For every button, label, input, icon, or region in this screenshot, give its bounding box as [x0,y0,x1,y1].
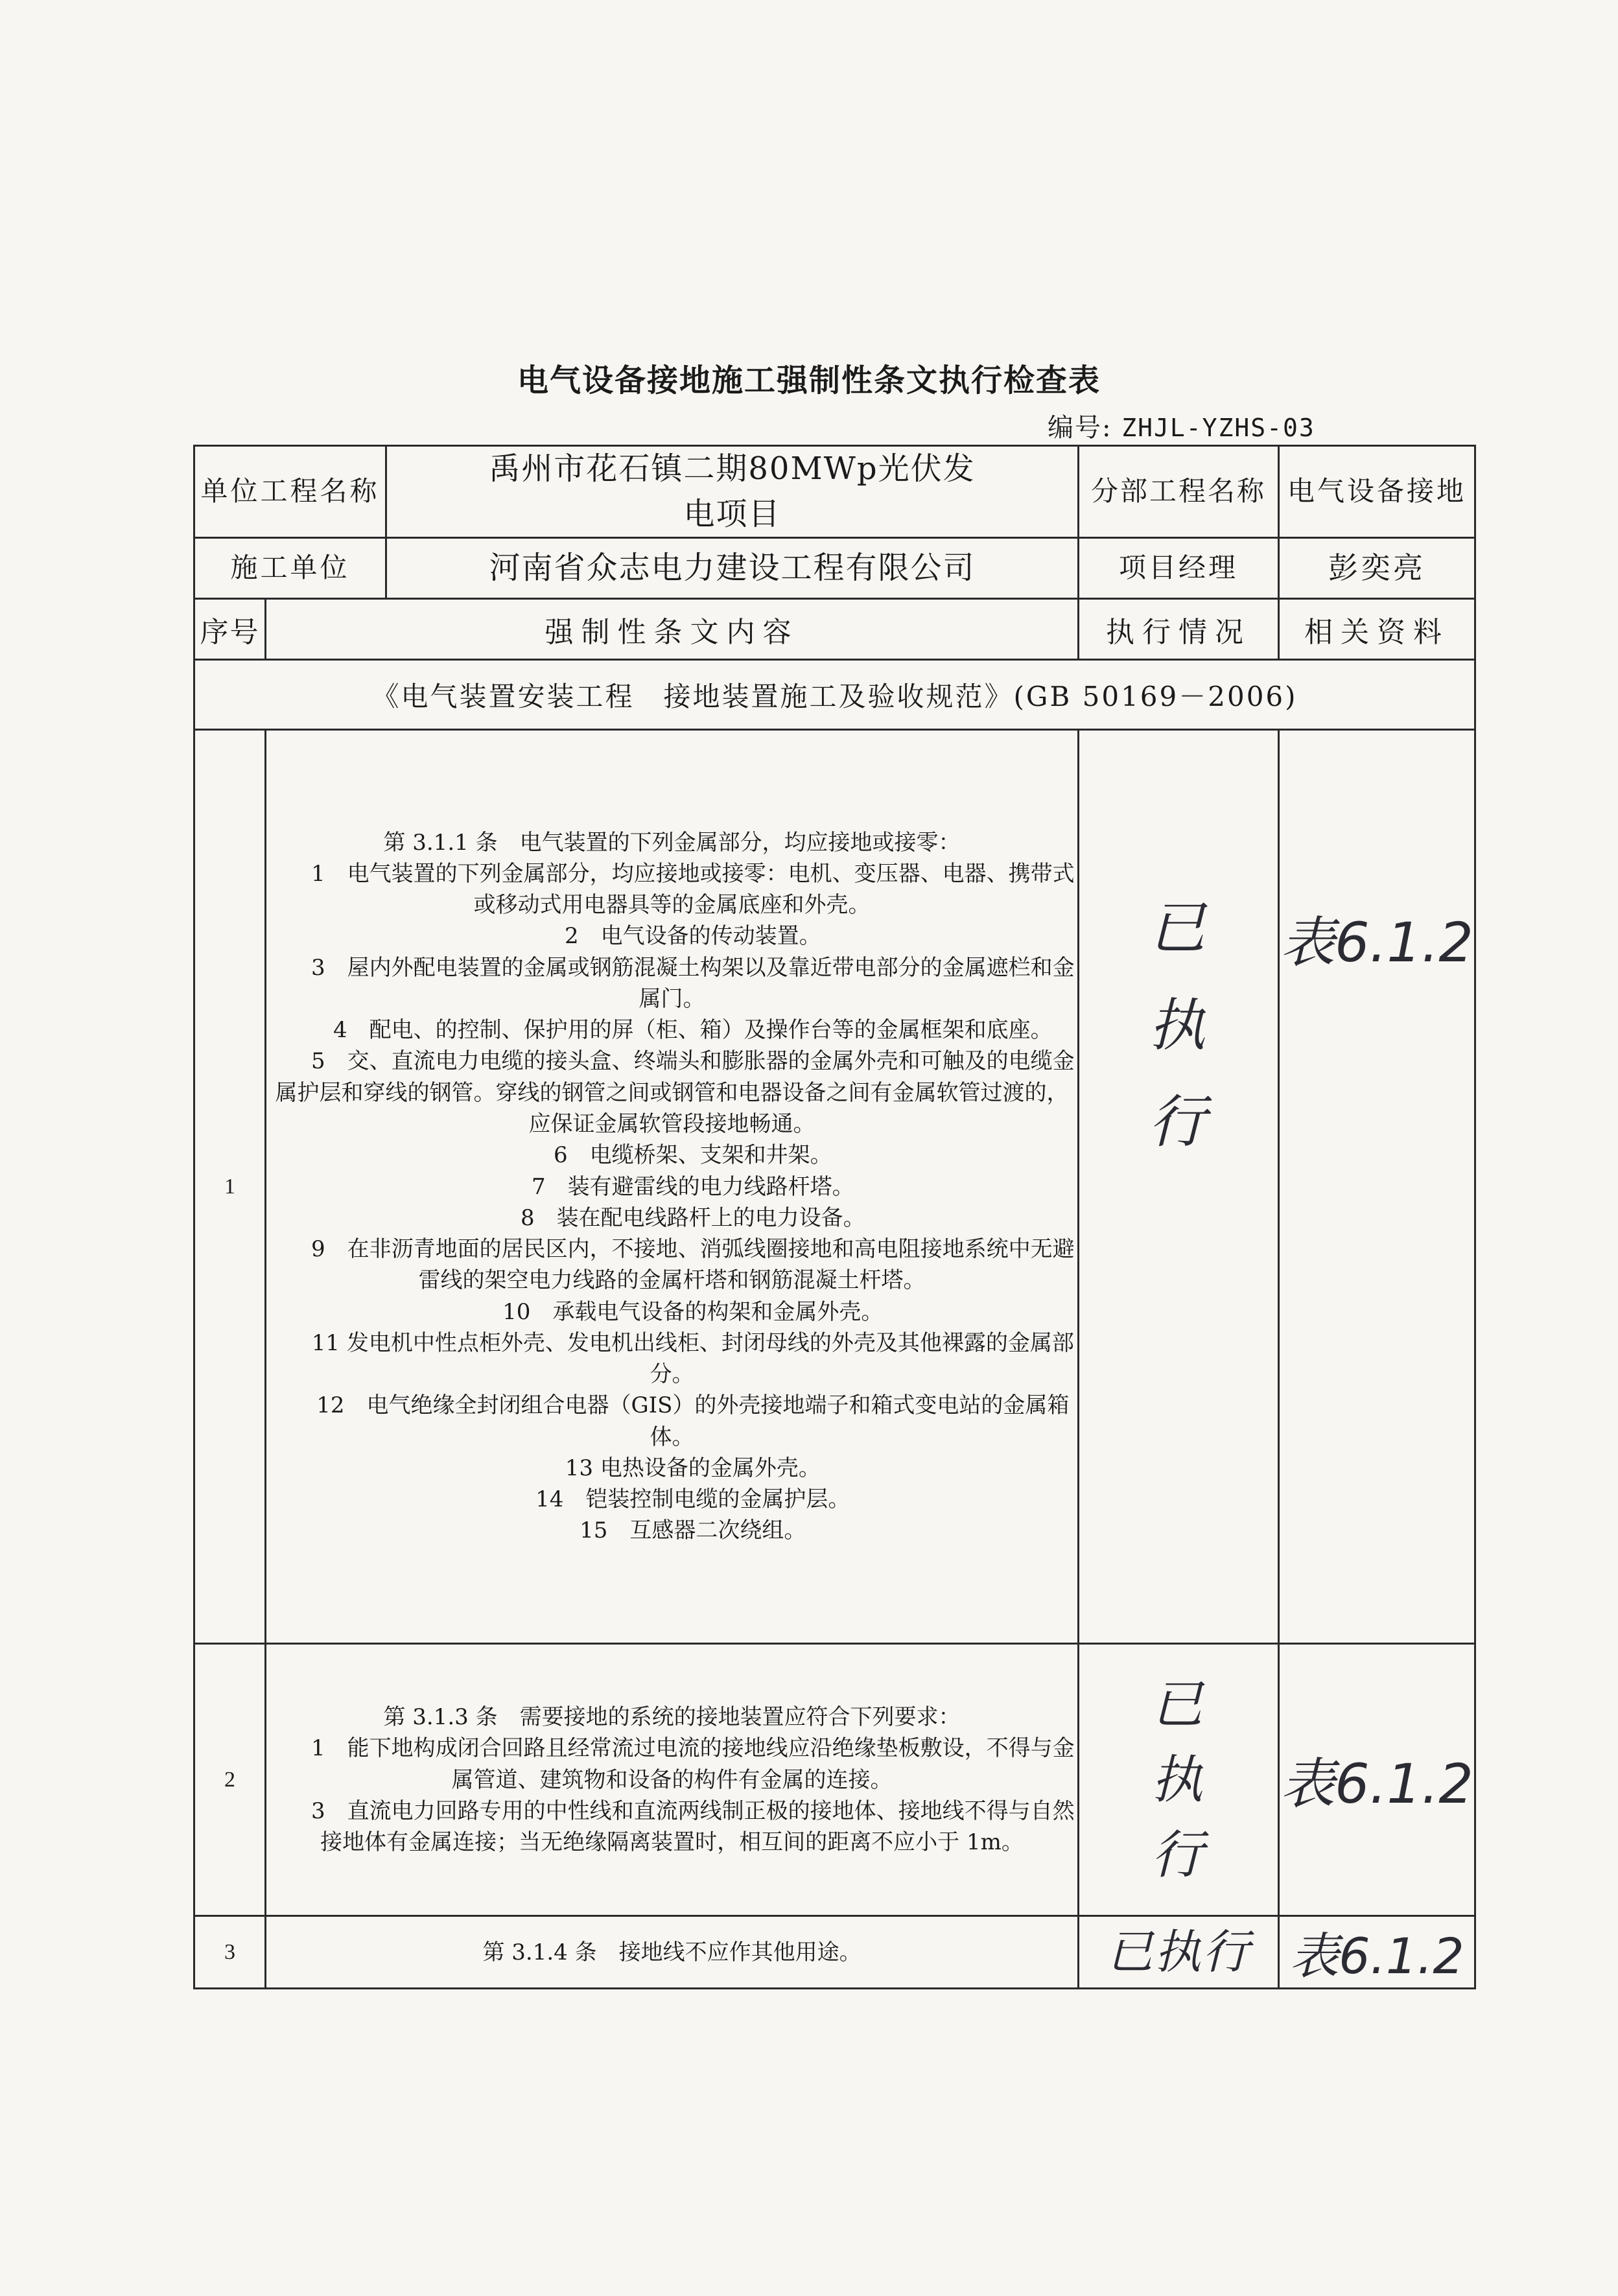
document-number-label: 编号: [1048,413,1112,443]
clause-heading: 第 3.1.1 条 电气装置的下列金属部分，均应接地或接零： [383,829,961,856]
column-header-row [194,599,1475,660]
header-row-contractor [194,538,1475,599]
manager-value: 彭奕亮 [1279,538,1475,599]
row-status-handwritten [1079,730,1279,1644]
status-char: 执 [1151,1749,1206,1810]
sub-project-label: 分部工程名称 [1079,446,1279,538]
clause-item: 2 电气设备的传动装置。 [564,923,821,950]
row-reference-handwritten [1279,1644,1475,1916]
document-title: 电气设备接地施工强制性条文执行检查表 [517,362,1101,399]
header-row-project [194,446,1475,538]
inspection-table [193,445,1476,1989]
table-row [194,1916,1475,1989]
row-content [266,1644,1079,1916]
table-row [194,730,1475,1644]
status-char: 行 [1151,1824,1206,1885]
clause-item: 14 铠装控制电缆的金属护层。 [535,1486,850,1513]
clause-item: 11 发电机中性点柜外壳、发电机出线柜、封闭母线的外壳及其他裸露的金属部分。 [311,1330,1074,1388]
clause-item: 7 装有避雷线的电力线路杆塔。 [531,1173,854,1200]
clause-item: 3 屋内外配电装置的金属或钢筋混凝土构架以及靠近带电部分的金属遮栏和金属门。 [311,954,1075,1012]
clause-item: 5 交、直流电力电缆的接头盒、终端头和膨胀器的金属外壳和可触及的电缆金属护层和穿线的钢管。穿线的钢管之间或钢管和电器设备之间有金属软管过渡的，应保证金属软管段接地畅通。 [275,1048,1075,1138]
column-reference-header: 相关资料 [1279,599,1475,660]
clause-heading: 第 3.1.4 条 接地线不应作其他用途。 [482,1939,862,1965]
row-seq: 2 [194,1644,266,1916]
clause-item: 3 直流电力回路专用的中性线和直流两线制正极的接地体、接地线不得与自然接地体有金属连接；当无绝缘隔离装置时，相互间的距离不应小于 1m。 [311,1798,1075,1856]
row-seq: 1 [194,730,266,1644]
column-status-header: 执行情况 [1079,599,1279,660]
unit-project-label: 单位工程名称 [194,446,386,538]
reference-text: 表6.1.2 [1289,1927,1464,1986]
table-row [194,1644,1475,1916]
column-seq-header: 序号 [194,599,266,660]
manager-label: 项目经理 [1079,538,1279,599]
row-reference-handwritten [1279,1916,1475,1989]
clause-item: 8 装在配电线路杆上的电力设备。 [520,1204,865,1231]
row-status-handwritten [1079,1644,1279,1916]
unit-project-value [386,446,1079,538]
row-content [266,730,1079,1644]
clause-item: 6 电缆桥架、支架和井架。 [553,1142,832,1169]
status-char: 已 [1149,895,1209,962]
clause-item: 1 能下地构成闭合回路且经常流过电流的接地线应沿绝缘垫板敷设，不得与金属管道、建筑物和设备的构件有金属的连接。 [311,1735,1075,1793]
row-status-handwritten: 已执行 [1079,1916,1279,1989]
document-number [1048,407,1315,444]
clause-item: 15 互感器二次绕组。 [580,1517,806,1544]
row-reference-handwritten [1279,730,1475,1644]
standard-title-row [194,660,1475,730]
contractor-label: 施工单位 [194,538,386,599]
reference-text: 表6.1.2 [1280,1752,1473,1816]
clause-item: 10 承载电气设备的构架和金属外壳。 [502,1298,884,1325]
standard-title: 《电气装置安装工程 接地装置施工及验收规范》(GB 50169－2006) [194,660,1475,730]
status-char: 行 [1149,1088,1209,1156]
clause-heading: 第 3.1.3 条 需要接地的系统的接地装置应符合下列要求： [383,1704,961,1731]
status-stack [1151,1667,1206,1893]
row-content [266,1916,1079,1989]
row-seq: 3 [194,1916,266,1989]
clause-item: 4 配电、的控制、保护用的屏（柜、箱）及操作台等的金属框架和底座。 [333,1017,1053,1044]
clause-item: 1 电气装置的下列金属部分，均应接地或接零：电机、变压器、电器、携带式或移动式用电器具等的金属底座和外壳。 [311,860,1075,919]
status-char: 执 [1149,991,1209,1059]
document-number-value: ZHJL-YZHS-03 [1121,414,1315,442]
column-content-header: 强制性条文内容 [266,599,1079,660]
contractor-value: 河南省众志电力建设工程有限公司 [386,538,1079,599]
sub-project-value: 电气设备接地 [1279,446,1475,538]
status-stack [1149,880,1208,1171]
unit-project-value-text: 禹州市花石镇二期80MWp光伏发电项目 [489,451,976,532]
clause-item: 13 电热设备的金属外壳。 [565,1455,821,1481]
clause-item: 9 在非沥青地面的居民区内，不接地、消弧线圈接地和高电阻接地系统中无避雷线的架空电力线路的金属杆塔和钢筋混凝土杆塔。 [311,1236,1075,1294]
clause-item: 12 电气绝缘全封闭组合电器（GIS）的外壳接地端子和箱式变电站的金属箱体。 [316,1392,1070,1450]
reference-text: 表6.1.2 [1280,911,1473,975]
status-char: 已 [1151,1674,1206,1735]
